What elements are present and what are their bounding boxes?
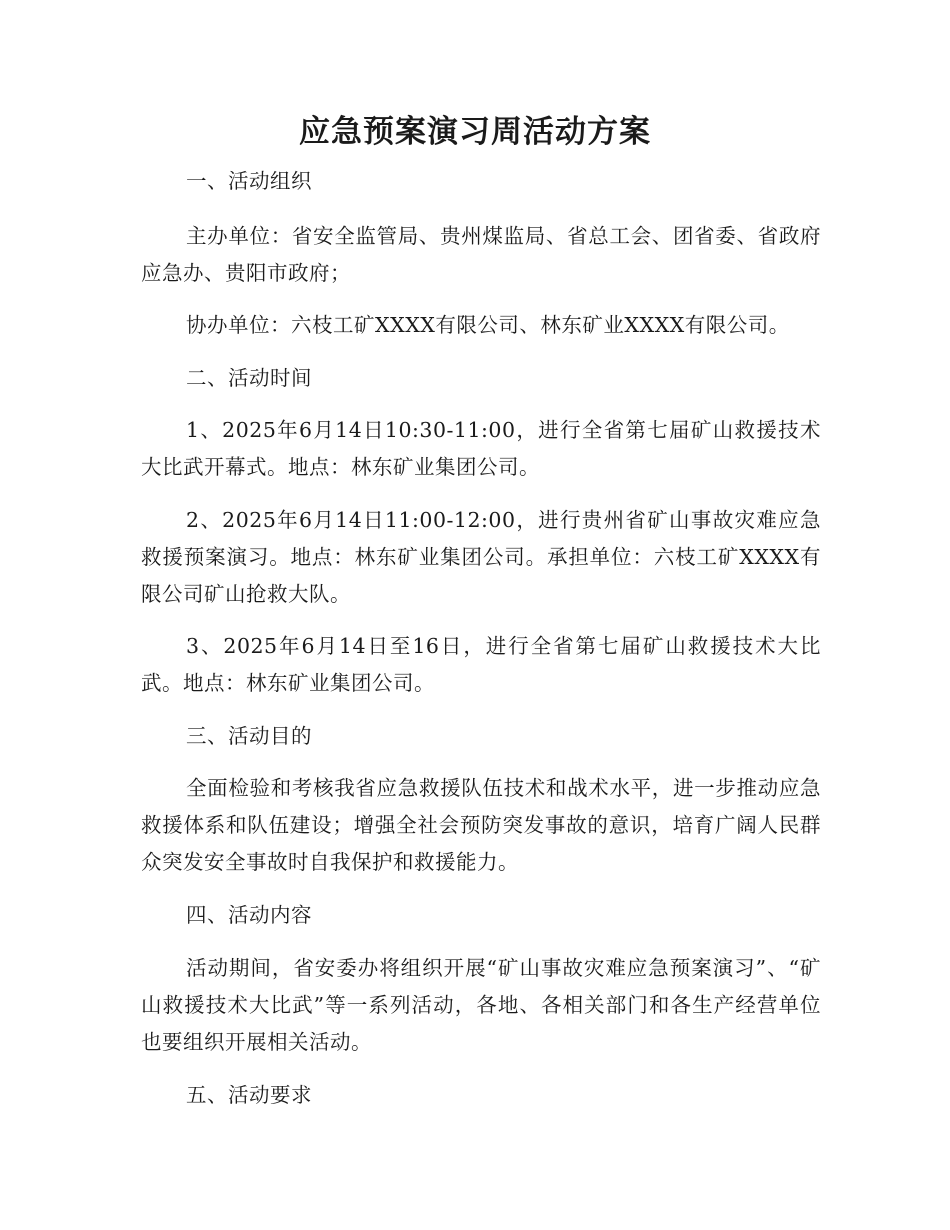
paragraph-purpose: 全面检验和考核我省应急救援队伍技术和战术水平，进一步推动应急救援体系和队伍建设；增强全社会预防突发事故的意识，培育广阔人民群众突发安全事故时自我保护和救援能力。 <box>141 776 821 874</box>
paragraph-co-host-units: 协办单位：六枝工矿XXXX有限公司、林东矿业XXXX有限公司。 <box>186 313 790 337</box>
section-heading-organization: 一、活动组织 <box>186 169 312 193</box>
paragraph-host-units: 主办单位：省安全监管局、贵州煤监局、省总工会、团省委、省政府应急办、贵阳市政府； <box>141 224 821 285</box>
paragraph-time-item-3: 3、2025年6月14日至16日，进行全省第七届矿山救援技术大比武。地点：林东矿业集团公司。 <box>141 634 821 695</box>
document-title: 应急预案演习周活动方案 <box>299 114 651 150</box>
section-heading-time: 二、活动时间 <box>186 366 312 390</box>
paragraph-time-item-1: 1、2025年6月14日10:30-11:00，进行全省第七届矿山救援技术大比武开幕式。地点：林东矿业集团公司。 <box>141 418 821 479</box>
section-heading-requirements: 五、活动要求 <box>186 1083 312 1107</box>
section-heading-content: 四、活动内容 <box>186 903 312 927</box>
paragraph-time-item-2: 2、2025年6月14日11:00-12:00，进行贵州省矿山事故灾难应急救援预案演习。地点：林东矿业集团公司。承担单位：六枝工矿XXXX有限公司矿山抢救大队。 <box>141 508 821 606</box>
paragraph-content: 活动期间，省安委办将组织开展“矿山事故灾难应急预案演习”、“矿山救援技术大比武”等一系列活动，各地、各相关部门和各生产经营单位也要组织开展相关活动。 <box>141 956 821 1054</box>
section-heading-purpose: 三、活动目的 <box>186 724 312 748</box>
